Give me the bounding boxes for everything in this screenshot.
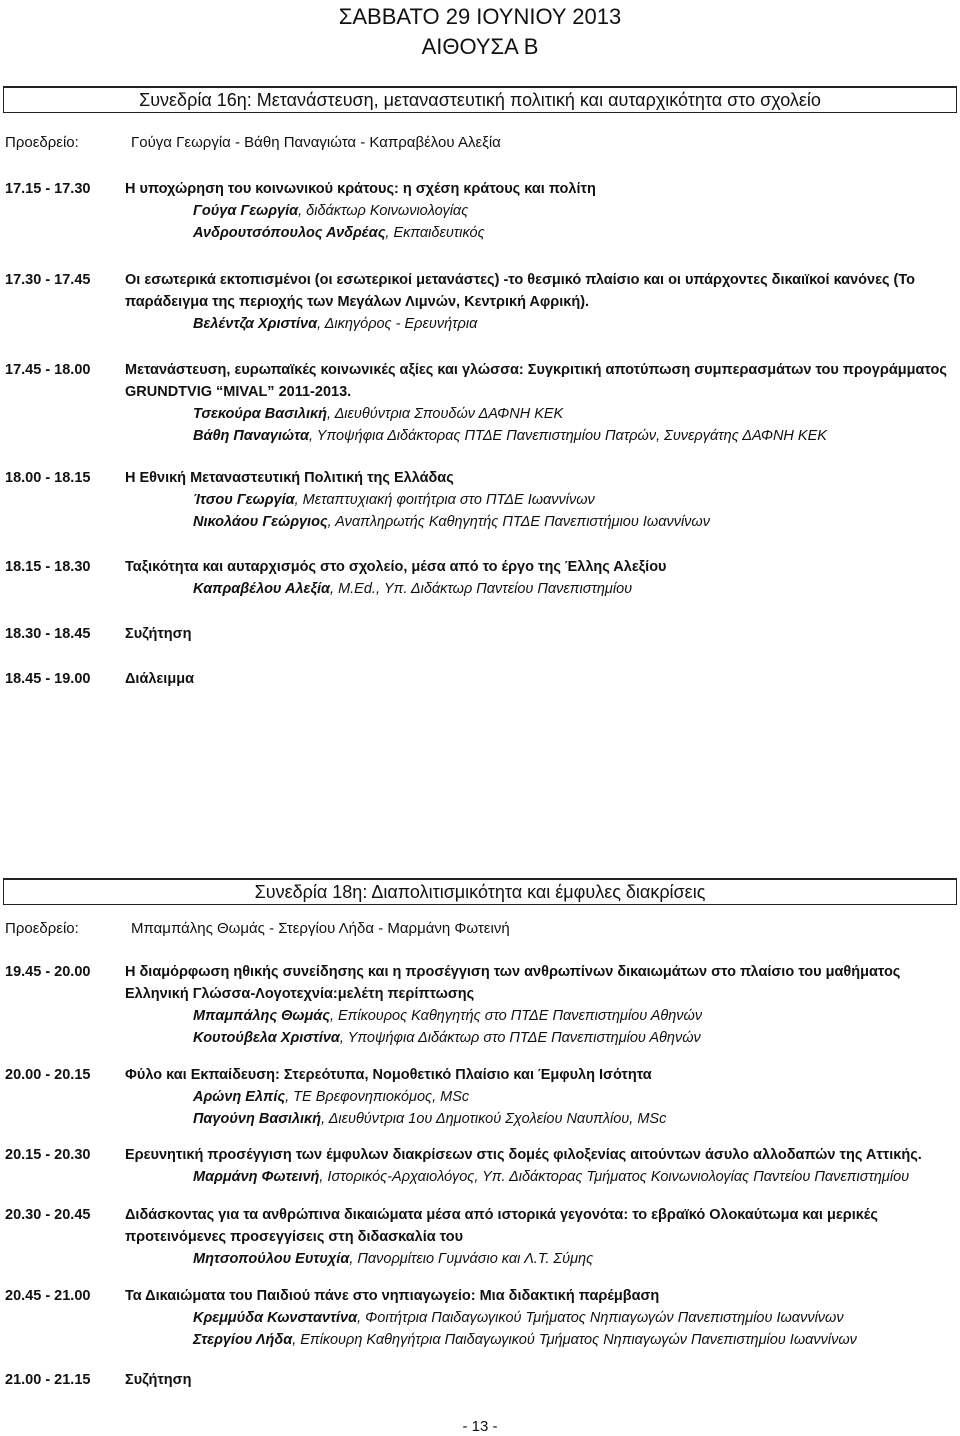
chairs-list: Γούγα Γεωργία - Βάθη Παναγιώτα - Καπραβέλου Αλεξία xyxy=(131,134,501,151)
speaker-line xyxy=(125,425,955,447)
session-18-box xyxy=(3,878,957,905)
speaker-role: , Ιστορικός-Αρχαιολόγος, Υπ. Διδάκτορας Τμήματος Κοινωνιολογίας Παντείου Πανεπιστημίου xyxy=(319,1169,910,1185)
chairs-list: Μπαμπάλης Θωμάς - Στεργίου Λήδα - Μαρμάνη Φωτεινή xyxy=(131,920,510,937)
talk-title: Μετανάστευση, ευρωπαϊκές κοινωνικές αξίες και γλώσσα: Συγκριτική αποτύπωση συμπερασμάτων του προγράμματος xyxy=(125,362,947,378)
speaker-role: , Εκπαιδευτικός xyxy=(385,225,485,241)
talk-title: Διάλειμμα xyxy=(125,671,194,687)
talk-title: Φύλο και Εκπαίδευση: Στερεότυπα, Νομοθετικό Πλαίσιο και Έμφυλη Ισότητα xyxy=(125,1067,652,1083)
talk-title: Ερευνητική προσέγγιση των έμφυλων διακρίσεων στις δομές φιλοξενίας αιτούντων άσυλο αλλοδαπών της Αττικής. xyxy=(125,1147,922,1163)
slot-time: 20.15 - 20.30 xyxy=(5,1147,91,1163)
speaker-line xyxy=(125,403,955,425)
speaker-role: , Επίκουρη Καθηγήτρια Παιδαγωγικού Τμήματος Νηπιαγωγών Πανεπιστημίου Ιωαννίνων xyxy=(292,1332,857,1348)
speaker-role: , Αναπληρωτής Καθηγητής ΠΤΔΕ Πανεπιστήμιου Ιωαννίνων xyxy=(327,514,710,530)
speaker-role: , Πανορμίτειο Γυμνάσιο και Λ.Τ. Σύμης xyxy=(349,1251,594,1267)
page-date-heading: ΣΑΒΒΑΤΟ 29 ΙΟΥΝΙΟΥ 2013 xyxy=(338,4,622,29)
talk-title: προτεινόμενες προσεγγίσεις στη διδασκαλία του xyxy=(125,1229,464,1245)
speaker-role: , M.Ed., Υπ. Διδάκτωρ Παντείου Πανεπιστημίου xyxy=(330,581,633,597)
talk-title: Οι εσωτερικά εκτοπισμένοι (οι εσωτερικοί μετανάστες) -το θεσμικό πλαίσιο και οι υπάρχοντες δικαιϊκοί κανόνες (Το xyxy=(125,272,916,288)
speaker-role: , Δικηγόρος - Ερευνήτρια xyxy=(317,316,478,332)
slot-time: 18.30 - 18.45 xyxy=(5,626,91,642)
speaker-role: , Υποψήφια Διδάκτορας ΠΤΔΕ Πανεπιστημίου Πατρών, Συνεργάτης ΔΑΦΝΗ ΚΕΚ xyxy=(309,428,827,444)
speaker-name: Παγούνη Βασιλική xyxy=(193,1111,322,1127)
speaker-line xyxy=(125,1108,955,1130)
speaker-name: Βάθη Παναγιώτα xyxy=(193,428,309,444)
slot-time: 21.00 - 21.15 xyxy=(5,1372,91,1388)
speaker-line xyxy=(125,1248,955,1270)
talk-title: Η Εθνική Μεταναστευτική Πολιτική της Ελλάδας xyxy=(125,470,454,486)
speaker-name: Καπραβέλου Αλεξία xyxy=(193,581,331,597)
speaker-line xyxy=(125,222,955,244)
speaker-name: Στεργίου Λήδα xyxy=(193,1332,293,1348)
speaker-line xyxy=(125,1005,955,1027)
session-16-box xyxy=(3,86,957,113)
speaker-name: Τσεκούρα Βασιλική xyxy=(193,406,328,422)
speaker-role: , διδάκτωρ Κοινωνιολογίας xyxy=(298,203,469,219)
talk-title: παράδειγμα της περιοχής των Μεγάλων Λιμνών, Κεντρική Αφρική). xyxy=(125,294,590,310)
page-number: - 13 - xyxy=(462,1418,498,1435)
slot-time: 18.00 - 18.15 xyxy=(5,470,91,486)
speaker-line xyxy=(125,313,955,335)
room-heading: ΑΙΘΟΥΣΑ Β xyxy=(421,34,539,59)
chair-label: Προεδρείο: xyxy=(5,920,79,937)
slot-time: 20.00 - 20.15 xyxy=(5,1067,91,1083)
speaker-role: , Επίκουρος Καθηγητής στο ΠΤΔΕ Πανεπιστημίου Αθηνών xyxy=(329,1008,703,1024)
talk-title: Συζήτηση xyxy=(125,1372,192,1388)
speaker-name: Μαρμάνη Φωτεινή xyxy=(193,1169,320,1185)
slot-time: 20.45 - 21.00 xyxy=(5,1288,91,1304)
talk-title: Τα Δικαιώματα του Παιδιού πάνε στο νηπιαγωγείο: Μια διδακτική παρέμβαση xyxy=(125,1288,660,1304)
speaker-line xyxy=(125,1307,955,1329)
slot-time: 20.30 - 20.45 xyxy=(5,1207,91,1223)
speaker-line xyxy=(125,200,955,222)
speaker-name: Κουτούβελα Χριστίνα xyxy=(193,1030,340,1046)
speaker-role: , Διευθύντρια Σπουδών ΔΑΦΝΗ ΚΕΚ xyxy=(327,406,564,422)
speaker-name: Μητσοπούλου Ευτυχία xyxy=(193,1251,350,1267)
speaker-name: Μπαμπάλης Θωμάς xyxy=(193,1008,330,1024)
slot-time: 17.30 - 17.45 xyxy=(5,272,91,288)
talk-title: Ταξικότητα και αυταρχισμός στο σχολείο, μέσα από το έργο της Έλλης Αλεξίου xyxy=(125,559,667,575)
speaker-name: Ανδρουτσόπουλος Ανδρέας xyxy=(193,225,386,241)
speaker-name: Αρώνη Ελπίς xyxy=(193,1089,286,1105)
speaker-name: Βελέντζα Χριστίνα xyxy=(193,316,318,332)
talk-title: Ελληνική Γλώσσα-Λογοτεχνία:μελέτη περίπτωσης xyxy=(125,986,475,1002)
speaker-name: Ίτσου Γεωργία xyxy=(193,492,295,508)
talk-title: Διδάσκοντας για τα ανθρώπινα δικαιώματα μέσα από ιστορικά γεγονότα: το εβραϊκό Ολοκαύτωμα και μερικές xyxy=(125,1207,878,1223)
speaker-line xyxy=(125,1086,955,1108)
speaker-role: , ΤΕ Βρεφονηπιοκόμος, MSc xyxy=(285,1089,470,1105)
speaker-role: , Διευθύντρια 1ου Δημοτικού Σχολείου Ναυπλίου, MSc xyxy=(321,1111,667,1127)
session-16-title: Συνεδρία 16η: Μετανάστευση, μεταναστευτική πολιτική και αυταρχικότητα στο σχολείο xyxy=(139,90,821,110)
speaker-name: Νικολάου Γεώργιος xyxy=(193,514,328,530)
speaker-line xyxy=(125,1166,955,1188)
talk-title: Η υποχώρηση του κοινωνικού κράτους: η σχέση κράτους και πολίτη xyxy=(125,181,596,197)
talk-title: GRUNDTVIG “MIVAL” 2011-2013. xyxy=(125,384,352,400)
slot-time: 18.45 - 19.00 xyxy=(5,671,91,687)
speaker-name: Γούγα Γεωργία xyxy=(193,203,299,219)
speaker-line xyxy=(125,578,955,600)
session-18-title: Συνεδρία 18η: Διαπολιτισμικότητα και έμφυλες διακρίσεις xyxy=(254,882,706,902)
speaker-role: , Φοιτήτρια Παιδαγωγικού Τμήματος Νηπιαγωγών Πανεπιστημίου Ιωαννίνων xyxy=(357,1310,844,1326)
talk-title: Η διαμόρφωση ηθικής συνείδησης και η προσέγγιση των ανθρωπίνων δικαιωμάτων στο πλαίσιο του μαθήματος xyxy=(125,964,901,980)
speaker-line xyxy=(125,1027,955,1049)
speaker-line xyxy=(125,489,955,511)
slot-time: 19.45 - 20.00 xyxy=(5,964,91,980)
speaker-line xyxy=(125,1329,955,1351)
slot-time: 17.15 - 17.30 xyxy=(5,181,91,197)
talk-title: Συζήτηση xyxy=(125,626,192,642)
slot-time: 17.45 - 18.00 xyxy=(5,362,91,378)
speaker-role: , Μεταπτυχιακή φοιτήτρια στο ΠΤΔΕ Ιωαννίνων xyxy=(294,492,595,508)
speaker-line xyxy=(125,511,955,533)
speaker-name: Κρεμμύδα Κωνσταντίνα xyxy=(193,1310,358,1326)
chair-label: Προεδρείο: xyxy=(5,134,79,151)
slot-time: 18.15 - 18.30 xyxy=(5,559,91,575)
speaker-role: , Υποψήφια Διδάκτωρ στο ΠΤΔΕ Πανεπιστημίου Αθηνών xyxy=(339,1030,701,1046)
